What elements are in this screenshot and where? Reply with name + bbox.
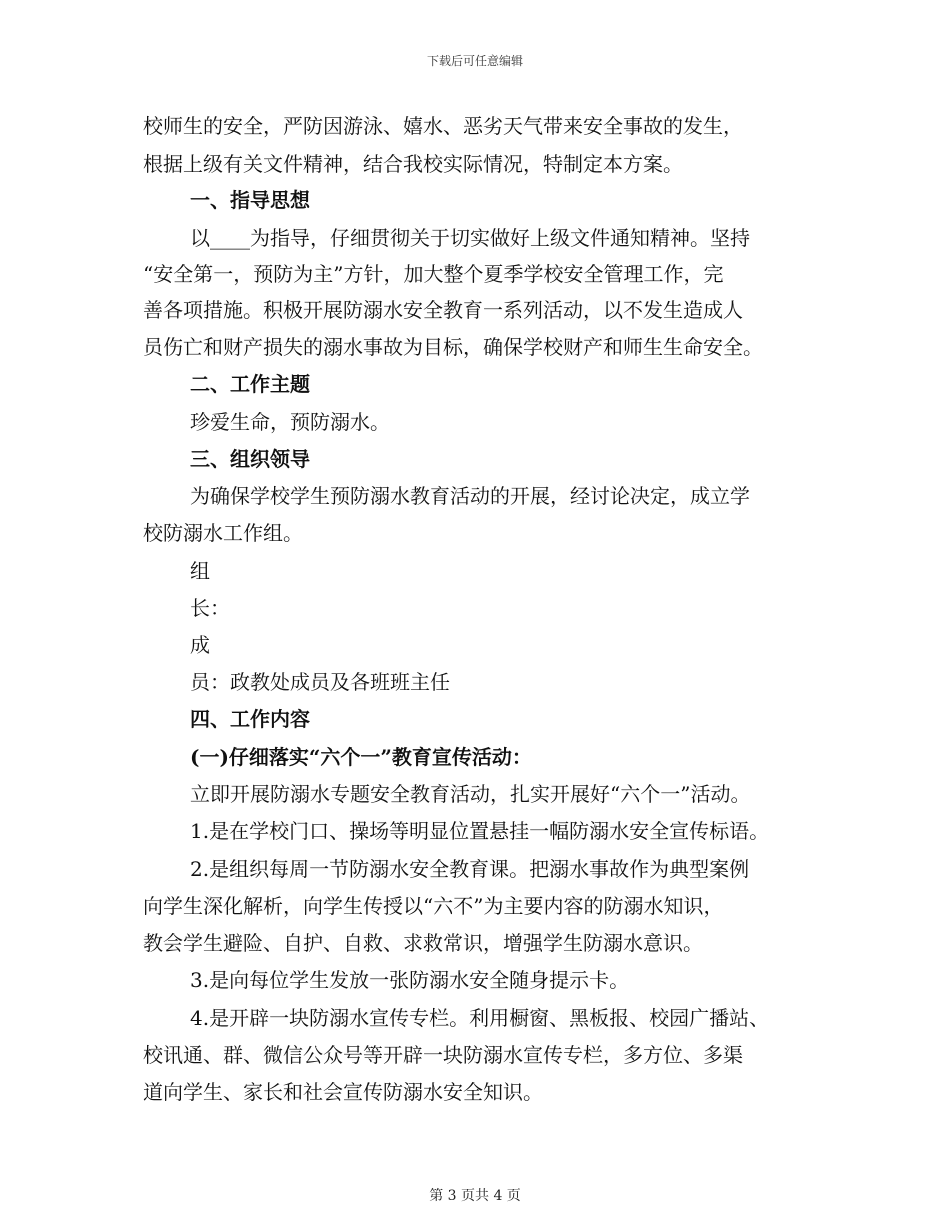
paragraph-line: 校防溺水工作组。 [143, 521, 303, 545]
section-heading: 三、组织领导 [190, 447, 310, 471]
list-item: 3.是向每位学生发放一张防溺水安全随身提示卡。 [190, 968, 630, 992]
paragraph-line: 为确保学校学生预防溺水教育活动的开展，经讨论决定，成立学 [190, 484, 750, 508]
paragraph-line: 教会学生避险、自护、自救、求救常识，增强学生防溺水意识。 [143, 931, 703, 955]
paragraph-line: 向学生深化解析，向学生传授以“六不”为主要内容的防溺水知识， [143, 894, 724, 918]
paragraph-line: 根据上级有关文件精神，结合我校实际情况，特制定本方案。 [143, 152, 683, 176]
paragraph-line: 校讯通、群、微信公众号等开辟一块防溺水宣传专栏，多方位、多渠 [143, 1043, 743, 1067]
paragraph-line: 道向学生、家长和社会宣传防溺水安全知识。 [143, 1080, 543, 1104]
paragraph-line: 长： [190, 596, 230, 620]
section-heading: 一、指导思想 [190, 188, 310, 212]
list-item: 1.是在学校门口、操场等明显位置悬挂一幅防溺水安全宣传标语。 [190, 819, 770, 843]
page-header: 下载后可任意编辑 [426, 54, 523, 68]
paragraph-line: 以____为指导，仔细贯彻关于切实做好上级文件通知精神。坚持 [190, 226, 750, 250]
section-heading: 二、工作主题 [190, 372, 310, 396]
paragraph-line: 员伤亡和财产损失的溺水事故为目标，确保学校财产和师生生命安全。 [143, 335, 763, 359]
paragraph-line: 善各项措施。积极开展防溺水安全教育一系列活动，以不发生造成人 [143, 298, 743, 322]
paragraph-line: 成 [190, 633, 210, 657]
list-item: 2.是组织每周一节防溺水安全教育课。把溺水事故作为典型案例 [190, 857, 750, 881]
paragraph-line: 组 [190, 559, 210, 583]
paragraph-line: 校师生的安全，严防因游泳、嬉水、恶劣天气带来安全事故的发生， [143, 114, 743, 138]
list-item: 4.是开辟一块防溺水宣传专栏。利用橱窗、黑板报、校园广播站、 [190, 1006, 770, 1030]
section-heading: 四、工作内容 [190, 707, 310, 731]
paragraph-line: 珍爱生命，预防溺水。 [190, 410, 390, 434]
page-footer: 第 3 页共 4 页 [429, 1188, 521, 1204]
subsection-heading: (一)仔细落实“六个一”教育宣传活动： [190, 745, 532, 769]
paragraph-line: “安全第一，预防为主”方针，加大整个夏季学校安全管理工作，完 [143, 262, 724, 286]
paragraph-line: 立即开展防溺水专题安全教育活动，扎实开展好“六个一”活动。 [190, 782, 751, 806]
paragraph-line: 员：政教处成员及各班班主任 [190, 670, 450, 694]
